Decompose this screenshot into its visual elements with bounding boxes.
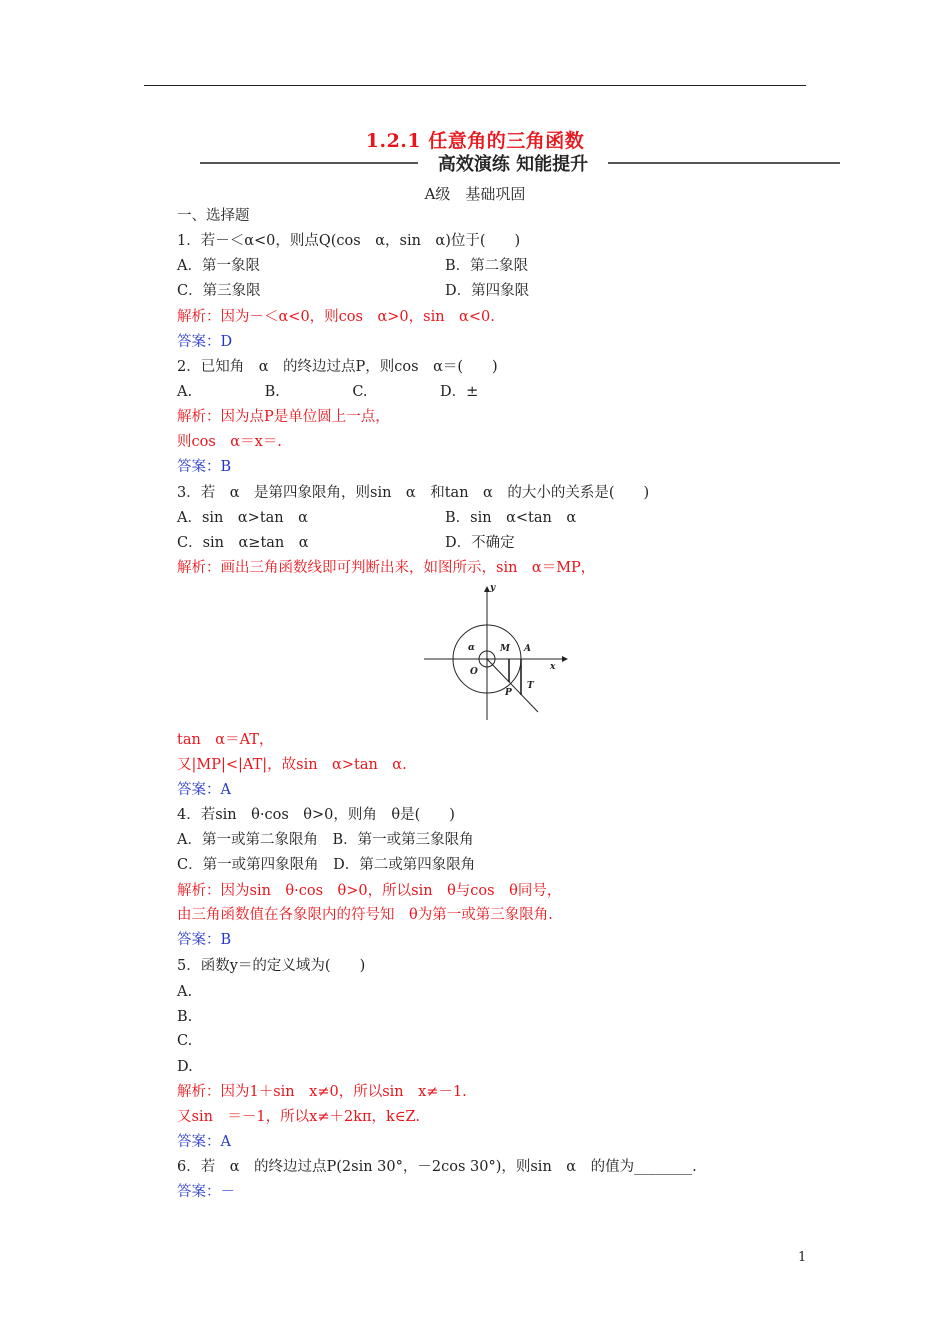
q5-analysis-2: 又sin ＝－1，所以x≠＋2kπ，k∈Z. — [177, 1109, 420, 1125]
unit-circle-figure — [420, 584, 570, 724]
q2-analysis-2: 则cos α＝x＝. — [177, 434, 282, 450]
subtitle: 高效演练 知能提升 — [437, 154, 589, 175]
q3-answer: 答案：A — [177, 782, 231, 798]
q3-analysis-1: 解析：画出三角函数线即可判断出来，如图所示，sin α＝MP， — [177, 560, 596, 576]
q1-answer: 答案：D — [177, 334, 233, 350]
q1-option-c: C．第三象限 — [177, 283, 261, 299]
q5-option-c: C. — [177, 1033, 193, 1049]
q1-option-b: B．第二象限 — [445, 258, 529, 274]
q3-analysis-3: 又|MP|<|AT|，故sin α>tan α. — [177, 757, 407, 773]
header-rule — [144, 85, 806, 86]
q3-analysis-2: tan α＝AT， — [177, 732, 274, 748]
q3-option-d: D．不确定 — [445, 535, 515, 551]
q4-analysis-1: 解析：因为sin θ·cos θ>0，所以sin θ与cos θ同号， — [177, 883, 562, 899]
q2-stem: 2．已知角 α 的终边过点P，则cos α＝( ) — [177, 359, 498, 375]
subtitle-banner — [200, 150, 840, 176]
q6-stem: 6．若 α 的终边过点P(2sin 30°，－2cos 30°)，则sin α 的值为________. — [177, 1159, 697, 1175]
label-o: O — [470, 667, 478, 677]
q6-answer: 答案：－ — [177, 1184, 235, 1200]
q1-analysis: 解析：因为－＜α<0，则cos α>0，sin α<0. — [177, 309, 495, 325]
q5-option-b: B. — [177, 1009, 193, 1025]
label-x: x — [550, 662, 556, 672]
section-heading: 一、选择题 — [177, 208, 250, 224]
label-p: P — [505, 688, 512, 698]
q4-answer: 答案：B — [177, 932, 232, 948]
q4-analysis-2: 由三角函数值在各象限内的符号知 θ为第一或第三象限角. — [177, 907, 553, 923]
q4-stem: 4．若sin θ·cos θ>0，则角 θ是( ) — [177, 807, 455, 823]
q3-option-c: C．sin α≥tan α — [177, 535, 309, 551]
q2-answer: 答案：B — [177, 459, 232, 475]
label-t: T — [527, 681, 534, 691]
q2-options: A. B. C. D．± — [177, 384, 479, 400]
q1-stem: 1．若－＜α<0，则点Q(cos α，sin α)位于( ) — [177, 233, 521, 249]
q1-option-a: A．第一象限 — [177, 258, 260, 274]
label-alpha: α — [468, 643, 475, 653]
q3-option-b: B．sin α<tan α — [445, 510, 577, 526]
q2-analysis-1: 解析：因为点P是单位圆上一点， — [177, 409, 390, 425]
subtitle-rule-left — [200, 162, 418, 164]
q3-stem: 3．若 α 是第四象限角，则sin α 和tan α 的大小的关系是( ) — [177, 485, 650, 501]
q5-analysis-1: 解析：因为1＋sin x≠0，所以sin x≠－1. — [177, 1084, 467, 1100]
q4-options-cd: C．第一或第四象限角 D．第二或第四象限角 — [177, 857, 476, 873]
label-y: y — [490, 584, 496, 593]
page-number: 1 — [798, 1250, 807, 1265]
label-m: M — [500, 644, 510, 654]
x-axis-arrow — [562, 656, 568, 662]
subtitle-rule-right — [608, 162, 840, 164]
label-a: A — [524, 644, 531, 654]
level-heading: A级 基础巩固 — [424, 185, 526, 203]
q1-option-d: D．第四象限 — [445, 283, 530, 299]
q4-options-ab: A．第一或第二象限角 B．第一或第三象限角 — [177, 832, 474, 848]
q5-option-a: A. — [177, 984, 193, 1000]
q3-option-a: A．sin α>tan α — [177, 510, 308, 526]
q5-answer: 答案：A — [177, 1134, 231, 1150]
q5-stem: 5．函数y＝的定义域为( ) — [177, 958, 366, 974]
q5-option-d: D. — [177, 1059, 193, 1075]
page-title: 1.2.1 任意角的三角函数 — [365, 130, 585, 152]
